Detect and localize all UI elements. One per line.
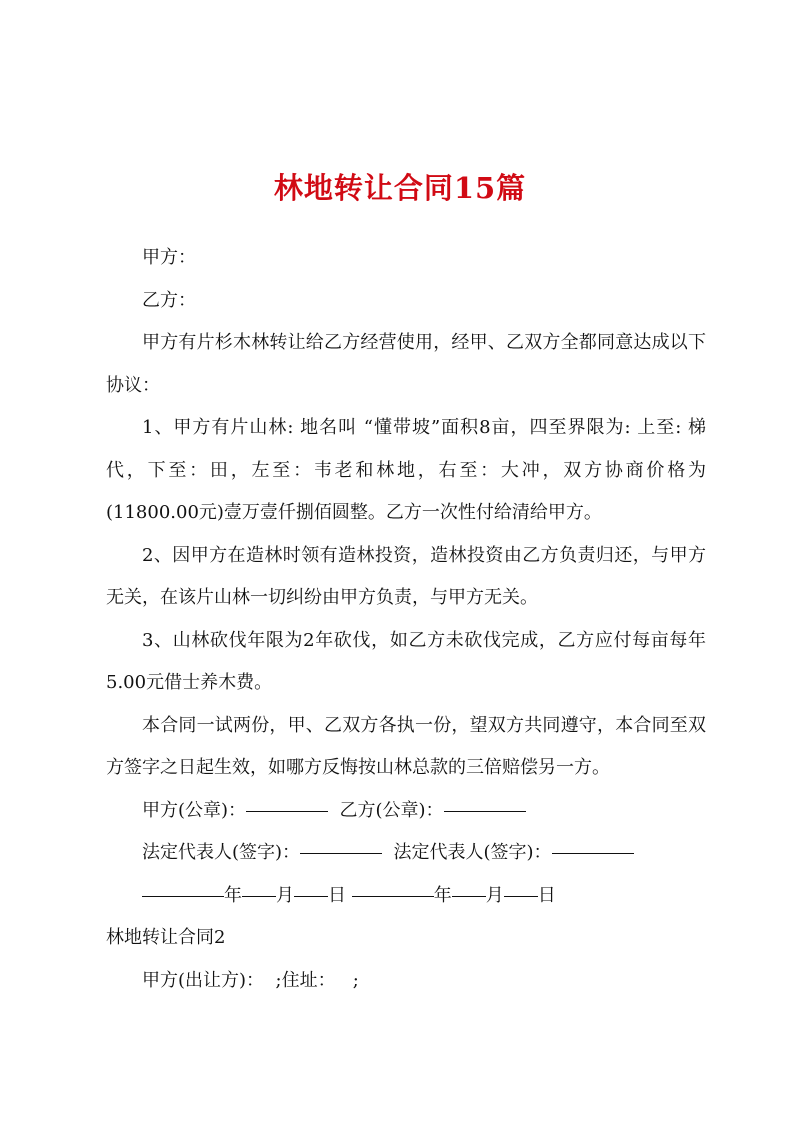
date-b-day-label: 日 (537, 884, 556, 906)
document-title: 林地转让合同15篇 (273, 171, 527, 205)
date-a-day-blank (294, 877, 328, 897)
clause-1-paragraph: 1、甲方有片山林: 地名叫 “懂带坡”面积8亩，四至界限为: 上至: 梯代，下至：田，左至：韦老和林地，右至：大冲，双方协商价格为(11800.00元)壹万壹仟捌佰圆整。乙方一次性付给清给甲方。 (106, 417, 706, 523)
date-b-month-blank (452, 877, 486, 897)
date-a-month-blank (242, 877, 276, 897)
date-b-year-blank (352, 877, 434, 897)
rep-b-label: 法定代表人(签字)： (393, 842, 552, 863)
trailing-semicolon: ; (352, 969, 359, 991)
seal-a-blank (246, 792, 328, 812)
document-body (106, 237, 706, 1002)
date-a-month-label: 月 (276, 884, 294, 906)
address-label: ;住址： (275, 969, 336, 991)
clause-3-paragraph: 3、山林砍伐年限为2年砍伐，如乙方未砍伐完成，乙方应付每亩每年5.00元借士养木费。 (106, 629, 706, 693)
transferor-label: 甲方(出让方)： (142, 969, 265, 991)
rep-a-blank (300, 834, 382, 854)
date-a-year-label: 年 (224, 884, 242, 906)
seal-b-label: 乙方(公章)： (339, 799, 444, 821)
representative-line (106, 832, 706, 875)
rep-a-label: 法定代表人(签字)： (142, 842, 301, 863)
clause-2-paragraph: 2、因甲方在造林时领有造林投资，造林投资由乙方负责归还，与甲方无关，在该片山林一切纠纷由甲方负责，与甲方无关。 (106, 544, 706, 608)
date-a-day-label: 日 (328, 884, 346, 906)
seal-a-label: 甲方(公章)： (142, 799, 247, 821)
date-b-day-blank (504, 877, 538, 897)
seal-b-blank (444, 792, 526, 812)
closing-paragraph: 本合同一试两份，甲、乙双方各执一份，望双方共同遵守，本合同至双方签字之日起生效，如哪方反悔按山林总款的三倍赔偿另一方。 (106, 714, 706, 778)
intro-paragraph: 甲方有片杉木林转让给乙方经营使用，经甲、乙双方全都同意达成以下协议： (106, 332, 706, 396)
date-a-year-blank (142, 877, 224, 897)
second-contract-heading: 林地转让合同2 (106, 927, 226, 948)
date-line (106, 875, 706, 918)
party-a-line: 甲方： (142, 247, 196, 268)
date-b-month-label: 月 (485, 884, 504, 906)
date-b-year-label: 年 (433, 884, 452, 906)
transferor-line (106, 960, 706, 1003)
party-b-line: 乙方： (142, 289, 196, 311)
seal-line (106, 790, 706, 833)
rep-b-blank (552, 834, 634, 854)
